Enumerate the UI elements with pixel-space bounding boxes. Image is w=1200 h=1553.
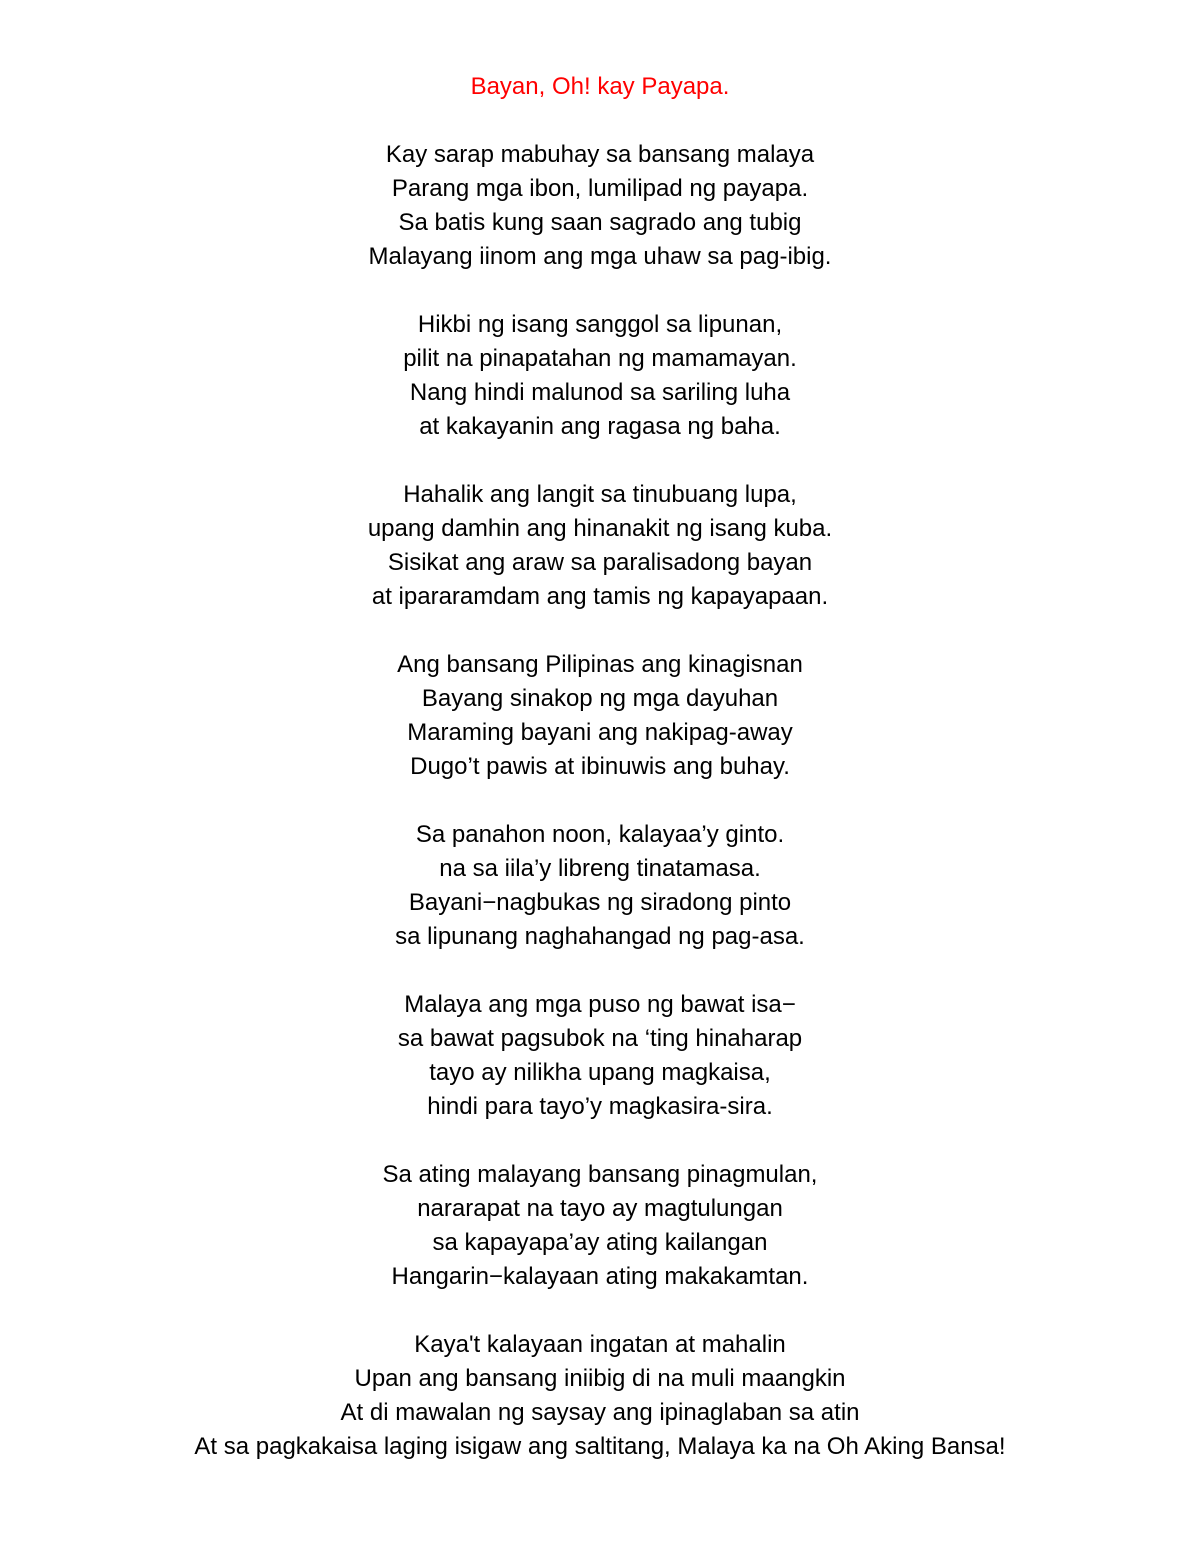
poem-line: Kay sarap mabuhay sa bansang malaya (385, 141, 815, 168)
poem-line: at kakayanin ang ragasa ng baha. (419, 413, 781, 440)
poem-line: nararapat na tayo ay magtulungan (417, 1195, 783, 1222)
poem-line: pilit na pinapatahan ng mamamayan. (403, 345, 797, 372)
poem-line: tayo ay nilikha upang magkaisa, (429, 1059, 771, 1086)
stanza-7 (0, 1158, 1200, 1294)
poem-line: Kaya't kalayaan ingatan at mahalin (414, 1331, 786, 1358)
poem-line: Malaya ang mga puso ng bawat isa− (404, 991, 796, 1018)
poem-line: Hikbi ng isang sanggol sa lipunan, (417, 311, 783, 338)
poem-line: hindi para tayo’y magkasira-sira. (427, 1093, 773, 1120)
poem-title: Bayan, Oh! kay Payapa. (470, 73, 730, 100)
poem-line: sa lipunang naghahangad ng pag-asa. (395, 923, 805, 950)
poem-line: sa bawat pagsubok na ‘ting hinaharap (397, 1025, 803, 1052)
poem-line: Sisikat ang araw sa paralisadong bayan (387, 549, 813, 576)
poem-line: Bayani−nagbukas ng siradong pinto (408, 889, 792, 916)
poem-line: Sa ating malayang bansang pinagmulan, (382, 1161, 818, 1188)
stanza-6 (0, 988, 1200, 1124)
poem-line: Malayang iinom ang mga uhaw sa pag-ibig. (368, 243, 832, 270)
poem-line: Upan ang bansang iniibig di na muli maangkin (354, 1365, 846, 1392)
poem-line: At sa pagkakaisa laging isigaw ang saltitang, Malaya ka na Oh Aking Bansa! (194, 1433, 1006, 1460)
poem-line: na sa iila’y libreng tinatamasa. (439, 855, 761, 882)
stanza-8 (0, 1328, 1200, 1464)
poem-line: at ipararamdam ang tamis ng kapayapaan. (371, 583, 829, 610)
stanza-4 (0, 648, 1200, 784)
stanza-5 (0, 818, 1200, 954)
poem-page (0, 70, 1200, 1464)
poem-line: Sa panahon noon, kalayaa’y ginto. (415, 821, 785, 848)
poem-line: Maraming bayani ang nakipag-away (407, 719, 793, 746)
stanza-3 (0, 478, 1200, 614)
poem-line: Hangarin−kalayaan ating makakamtan. (391, 1263, 809, 1290)
stanza-1 (0, 138, 1200, 274)
poem-line: upang damhin ang hinanakit ng isang kuba. (367, 515, 833, 542)
stanza-2 (0, 308, 1200, 444)
poem-line: At di mawalan ng saysay ang ipinaglaban sa atin (340, 1399, 860, 1426)
poem-line: Hahalik ang langit sa tinubuang lupa, (403, 481, 797, 508)
poem-line: Bayang sinakop ng mga dayuhan (421, 685, 779, 712)
poem-line: sa kapayapa’ay ating kailangan (432, 1229, 768, 1256)
poem-line: Dugo’t pawis at ibinuwis ang buhay. (410, 753, 790, 780)
poem-line: Sa batis kung saan sagrado ang tubig (398, 209, 802, 236)
poem-line: Nang hindi malunod sa sariling luha (409, 379, 791, 406)
poem-line: Ang bansang Pilipinas ang kinagisnan (397, 651, 803, 678)
poem-line: Parang mga ibon, lumilipad ng payapa. (391, 175, 809, 202)
